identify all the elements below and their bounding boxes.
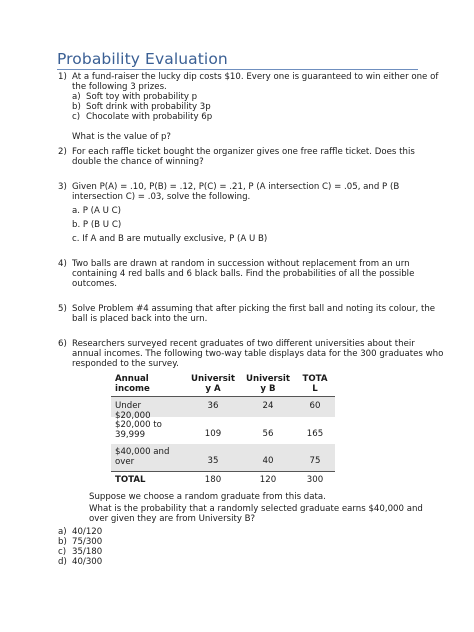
answer-d: d) 40/300 bbox=[58, 557, 103, 567]
question-number: 6) bbox=[58, 339, 67, 349]
question-text-line: the following 3 prizes. bbox=[72, 82, 167, 92]
question-text-line: Solve Problem #4 assuming that after picking the first ball and noting its colour, the bbox=[72, 304, 436, 314]
option-text: Soft drink with probability 3p bbox=[86, 102, 211, 112]
question-number: 2) bbox=[58, 147, 67, 157]
option-a bbox=[72, 92, 424, 102]
table-cell-total: 75 bbox=[309, 456, 321, 466]
option-text: Chocolate with probability 6p bbox=[86, 112, 213, 122]
question-number: 4) bbox=[58, 259, 67, 269]
question-text-line: For each raffle ticket bought the organizer gives one free raffle ticket. Does this bbox=[72, 147, 415, 157]
option-c bbox=[72, 112, 424, 122]
question-text-line: Two balls are drawn at random in succession without replacement from an urn bbox=[72, 259, 410, 269]
part-a: a. P (A U C) bbox=[72, 206, 121, 216]
table-cell-b: 24 bbox=[262, 401, 274, 411]
header-divider bbox=[111, 396, 335, 397]
table-cell-a: 109 bbox=[204, 429, 222, 439]
answer-a: a) 40/120 bbox=[58, 527, 103, 537]
question-text-line: Given P(A) = .10, P(B) = .12, P(C) = .21, P (A intersection C) = .05, and P (B bbox=[72, 182, 400, 192]
table-cell-total: 300 bbox=[306, 475, 324, 485]
header-university-a: Universit y A bbox=[191, 374, 235, 394]
table-cell-total: 165 bbox=[306, 429, 324, 439]
document-title: Probability Evaluation bbox=[57, 50, 228, 68]
table-row-label: TOTAL bbox=[115, 475, 146, 485]
option-letter: c) bbox=[72, 112, 81, 122]
option-letter: b) bbox=[72, 102, 81, 112]
question-prompt: What is the value of p? bbox=[72, 132, 171, 142]
table-cell-b: 120 bbox=[259, 475, 277, 485]
question-text-line: double the chance of winning? bbox=[72, 157, 204, 167]
table-cell-b: 56 bbox=[262, 429, 274, 439]
question-number: 3) bbox=[58, 182, 67, 192]
title-underline bbox=[57, 69, 418, 70]
option-letter: a) bbox=[72, 92, 81, 102]
table-cell-a: 35 bbox=[207, 456, 219, 466]
answer-options bbox=[58, 527, 102, 567]
question-text-line: ball is placed back into the urn. bbox=[72, 314, 208, 324]
part-c: c. If A and B are mutually exclusive, P (A U B) bbox=[72, 234, 268, 244]
table-cell-a: 36 bbox=[207, 401, 219, 411]
total-divider bbox=[111, 471, 335, 472]
question-text-line: containing 4 red balls and 6 black balls. Find the probabilities of all the possible bbox=[72, 269, 415, 279]
question-text-line: responded to the survey. bbox=[72, 359, 179, 369]
part-b: b. P (B U C) bbox=[72, 220, 122, 230]
question-6-prompt: What is the probability that a randomly selected graduate earns $40,000 and over given they are from University B? bbox=[89, 504, 423, 524]
answer-b: b) 75/300 bbox=[58, 537, 103, 547]
question-text-line: annual incomes. The following two-way table displays data for the 300 graduates who bbox=[72, 349, 444, 359]
question-text-line: At a fund-raiser the lucky dip costs $10. Every one is guaranteed to win either one of bbox=[72, 72, 439, 82]
question-text-line: outcomes. bbox=[72, 279, 117, 289]
question-text-line: Researchers surveyed recent graduates of two different universities about their bbox=[72, 339, 415, 349]
table-cell-a: 180 bbox=[204, 475, 222, 485]
table-row-label: Under $20,000 bbox=[115, 401, 151, 421]
question-text-line: intersection C) = .03, solve the following. bbox=[72, 192, 251, 202]
answer-c: c) 35/180 bbox=[58, 547, 103, 557]
table-row-label: $40,000 and over bbox=[115, 447, 170, 467]
header-total: TOTA L bbox=[302, 374, 328, 394]
table-row-label: $20,000 to 39,999 bbox=[115, 420, 162, 440]
table-cell-total: 60 bbox=[309, 401, 321, 411]
question-number: 5) bbox=[58, 304, 67, 314]
header-annual-income: Annual income bbox=[115, 374, 150, 394]
question-number: 1) bbox=[58, 72, 67, 82]
header-university-b: Universit y B bbox=[246, 374, 290, 394]
table-cell-b: 40 bbox=[262, 456, 274, 466]
option-b bbox=[72, 102, 424, 112]
option-text: Soft toy with probability p bbox=[86, 92, 198, 102]
suppose-text: Suppose we choose a random graduate from this data. bbox=[89, 492, 326, 502]
